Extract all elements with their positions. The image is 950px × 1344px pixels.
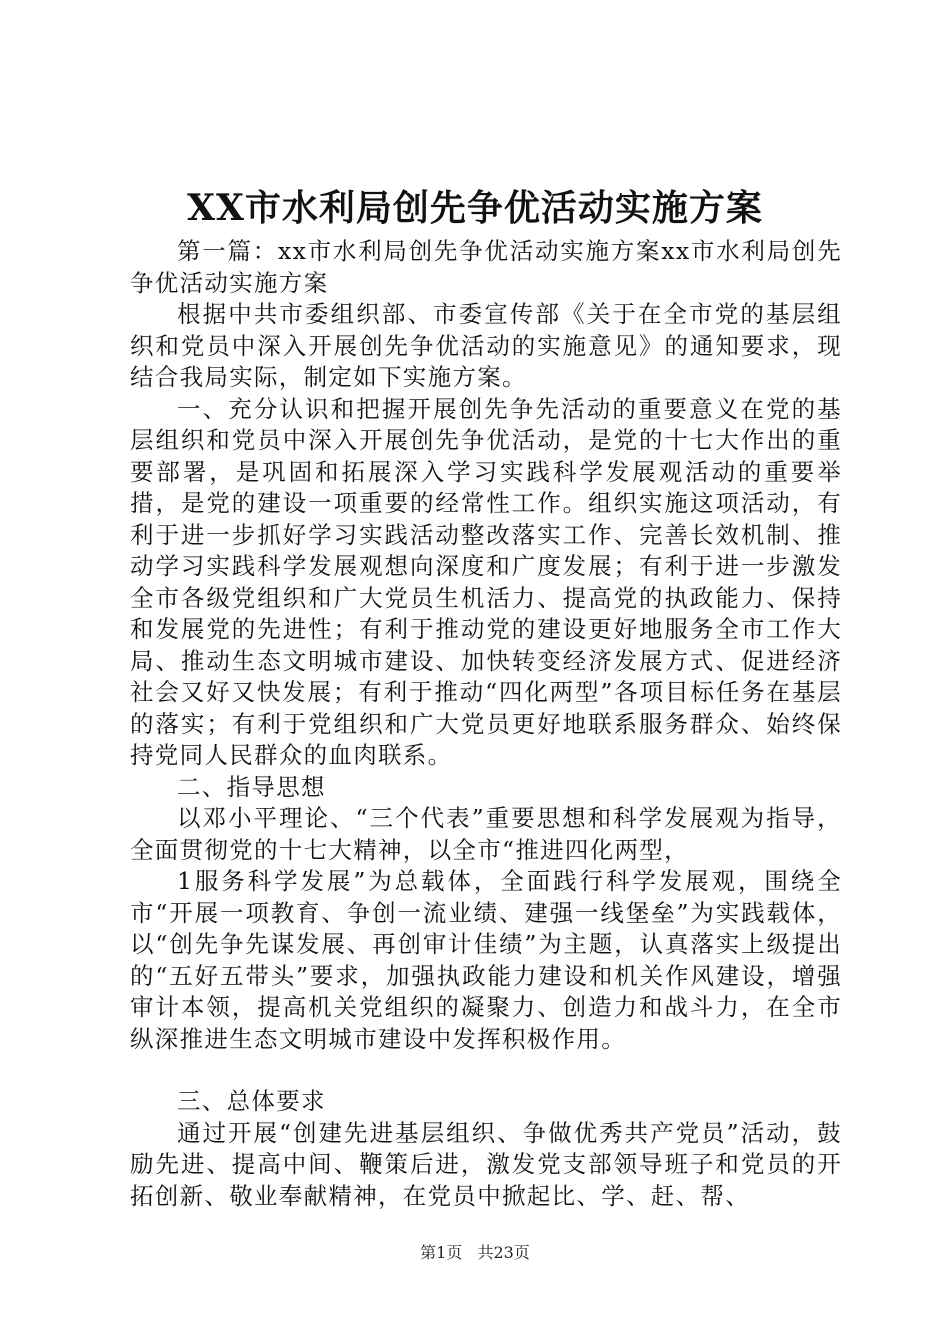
document-title: XX市水利局创先争优活动实施方案: [187, 187, 763, 229]
paragraph-section-one: 一、充分认识和把握开展创先争先活动的重要意义在党的基层组织和党员中深入开展创先争优活动，是党的十七大作出的重要部署，是巩固和拓展深入学习实践科学发展观活动的重要举措，是党的建设一项重要的经常性工作。组织实施这项活动，有利于进一步抓好学习实践活动整改落实工作、完善长效机制、推动学习实践科学发展观想向深度和广度发展；有利于进一步激发全市各级党组织和广大党员生机活力、提高党的执政能力、保持和发展党的先进性；有利于推动党的建设更好地服务全市工作大局、推动生态文明城市建设、加快转变经济发展方式、促进经济社会又好又快发展；有利于推动“四化两型”各项目标任务在基层的落实；有利于党组织和广大党员更好地联系服务群众、始终保持党同人民群众的血肉联系。: [130, 394, 842, 769]
page-total: 共23页: [477, 1243, 530, 1262]
page-footer: [0, 1242, 950, 1264]
section-heading-guiding-thought: 二、指导思想: [177, 772, 326, 801]
paragraph-intro: 第一篇：xx市水利局创先争优活动实施方案xx市水利局创先争优活动实施方案: [130, 237, 842, 297]
document-body: [130, 236, 842, 1212]
page-number: 第1页: [420, 1243, 463, 1262]
section-heading-overall-requirements: 三、总体要求: [177, 1087, 326, 1115]
paragraph-basis: 根据中共市委组织部、市委宣传部《关于在全市党的基层组织和党员中深入开展创先争优活动的实施意见》的通知要求，现结合我局实际，制定如下实施方案。: [130, 300, 842, 391]
paragraph-guiding-thought-continued: 1服务科学发展”为总载体，全面践行科学发展观，围绕全市“开展一项教育、争创一流业绩、建强一线堡垒”为实践载体，以“创先争先谋发展、再创审计佳绩”为主题，认真落实上级提出的“五好五带头”要求，加强执政能力建设和机关作风建设，增强审计本领，提高机关党组织的凝聚力、创造力和战斗力，在全市纵深推进生态文明城市建设中发挥积极作用。: [130, 867, 842, 1053]
paragraph-guiding-thought: 以邓小平理论、“三个代表”重要思想和科学发展观为指导，全面贯彻党的十七大精神，以全市“推进四化两型，: [130, 804, 842, 864]
paragraph-overall-requirements: 通过开展“创建先进基层组织、争做优秀共产党员”活动，鼓励先进、提高中间、鞭策后进，激发党支部领导班子和党员的开拓创新、敬业奉献精神，在党员中掀起比、学、赶、帮、: [130, 1118, 842, 1210]
